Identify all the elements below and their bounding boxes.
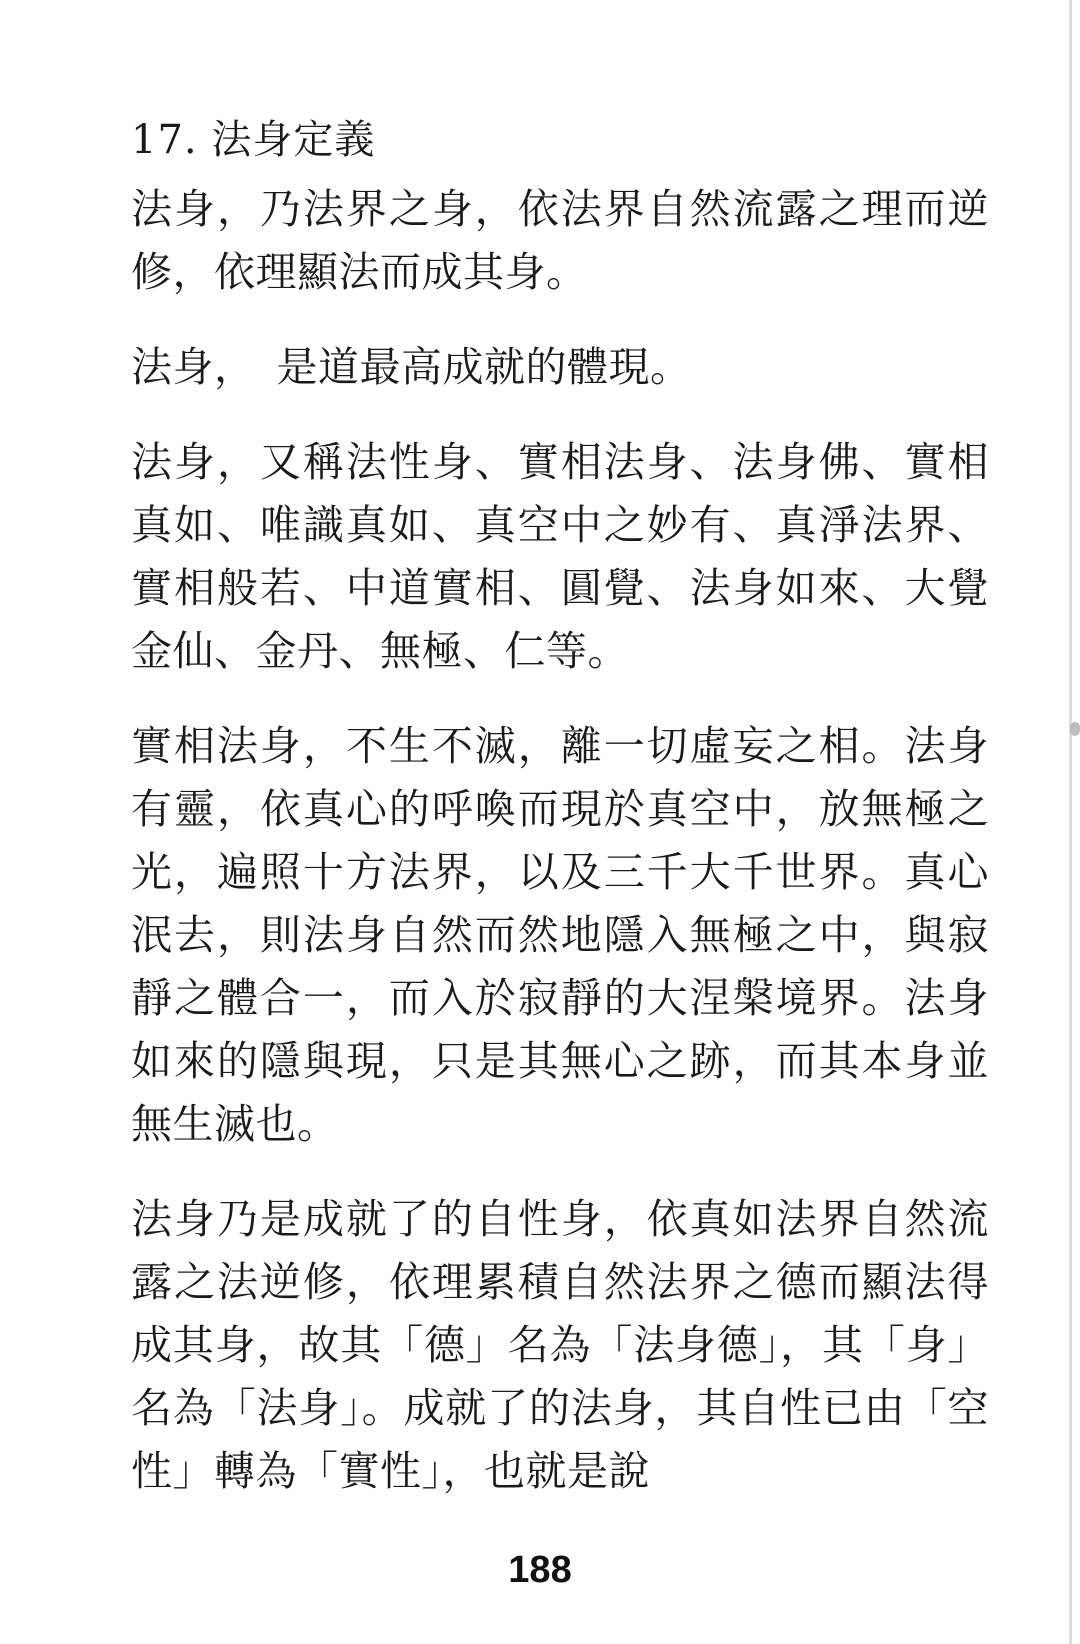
paragraph-definition: 法身，乃法界之身，依法界自然流露之理而逆修，依理顯法而成其身。 bbox=[131, 185, 989, 296]
paragraph-alternate-names: 法身，又稱法性身、實相法身、法身佛、實相真如、唯識真如、真空中之妙有、真淨法界、實相般若、中道實相、圓覺、法身如來、大覺金仙、金丹、無極、仁等。 bbox=[131, 438, 989, 675]
page-number: 188 bbox=[508, 1549, 572, 1591]
paragraph-highest-achievement: 法身， 是道最高成就的體現。 bbox=[131, 343, 692, 391]
scroll-indicator[interactable] bbox=[1070, 722, 1080, 736]
paragraph-true-form: 實相法身，不生不滅，離一切虛妄之相。法身有靈，依真心的呼喚而現於真空中，放無極之光，遍照十方法界，以及三千大千世界。真心泯去，則法身自然而然地隱入無極之中，與寂靜之體合一，而入於寂靜的大涅槃境界。法身如來的隱與現，只是其無心之跡，而其本身並無生滅也。 bbox=[131, 722, 989, 1148]
section-heading: 17. 法身定義 bbox=[131, 117, 376, 163]
page-body bbox=[131, 102, 989, 1535]
page-edge-divider bbox=[1069, 0, 1072, 1644]
paragraph-self-nature: 法身乃是成就了的自性身，依真如法界自然流露之法逆修，依理累積自然法界之德而顯法得成其身，故其「德」名為「法身德」，其「身」名為「法身」。成就了的法身，其自性已由「空性」轉為「實性」，也就是說 bbox=[131, 1195, 989, 1495]
